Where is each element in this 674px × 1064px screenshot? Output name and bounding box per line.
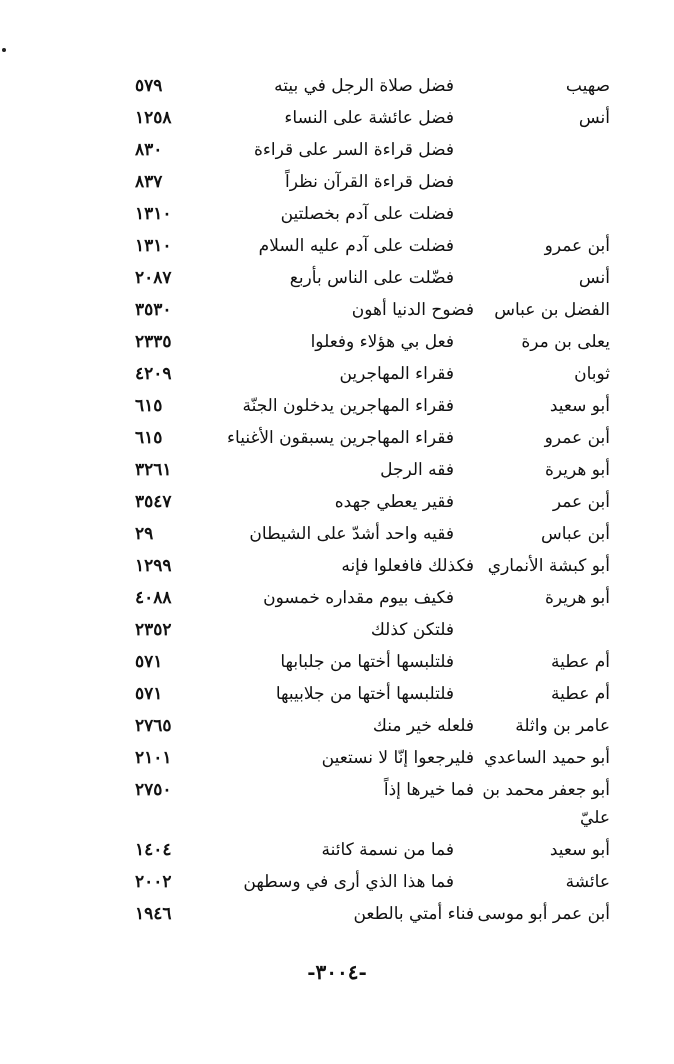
hadith-opening: فلتكن كذلك	[370, 620, 454, 640]
index-row	[0, 652, 674, 682]
hadith-opening: فضل عائشة على النساء	[284, 108, 454, 128]
hadith-opening: فكيف بيوم مقداره خمسون	[263, 588, 454, 608]
hadith-number: ٣٥٣٠	[135, 300, 172, 320]
narrator-continuation: عليّ	[580, 808, 610, 828]
hadith-number: ٢٠٠٢	[135, 872, 172, 892]
index-row	[0, 76, 674, 106]
hadith-opening: فلتلبسها أختها من جلابيبها	[275, 684, 454, 704]
hadith-number: ١٣١٠	[135, 236, 172, 256]
hadith-opening: فقراء المهاجرين يدخلون الجنّة	[242, 396, 454, 416]
narrator-name: أنس	[578, 108, 610, 128]
index-row	[0, 364, 674, 394]
hadith-number: ٦١٥	[135, 396, 163, 416]
hadith-number: ٥٧٩	[135, 76, 163, 96]
index-row	[0, 524, 674, 554]
index-row	[0, 840, 674, 870]
narrator-name: صهيب	[565, 76, 610, 96]
hadith-number: ٣٥٤٧	[135, 492, 172, 512]
hadith-number: ٢٣٥٢	[135, 620, 172, 640]
narrator-name: ثوبان	[574, 364, 610, 384]
hadith-opening: فليرجعوا إنّا لا نستعين	[321, 748, 474, 768]
index-row	[0, 140, 674, 170]
narrator-name: الفضل بن عباس	[494, 300, 610, 320]
hadith-number: ٢٧٦٥	[135, 716, 172, 736]
hadith-number: ١٤٠٤	[135, 840, 172, 860]
index-row	[0, 428, 674, 458]
hadith-number: ١٩٤٦	[135, 904, 172, 924]
index-row	[0, 780, 674, 810]
hadith-number: ٨٣٧	[135, 172, 163, 192]
narrator-name: أبو جعفر محمد بن	[482, 780, 610, 800]
hadith-opening: فضلت على آدم بخصلتين	[280, 204, 454, 224]
narrator-name: أبو سعيد	[549, 840, 610, 860]
index-row	[0, 172, 674, 202]
index-row	[0, 748, 674, 778]
narrator-name: أم عطية	[551, 652, 610, 672]
hadith-number: ١٢٩٩	[135, 556, 172, 576]
index-row	[0, 904, 674, 934]
hadith-number: ٣٢٦١	[135, 460, 172, 480]
hadith-opening: فقيه واحد أشدّ على الشيطان	[249, 524, 454, 544]
hadith-opening: فقراء المهاجرين	[339, 364, 454, 384]
hadith-opening: فضل قراءة القرآن نظراً	[285, 172, 454, 192]
hadith-opening: فما من نسمة كائنة	[321, 840, 454, 860]
narrator-name: يعلى بن مرة	[521, 332, 610, 352]
index-row	[0, 460, 674, 490]
hadith-number: ٦١٥	[135, 428, 163, 448]
page-number: -٣٠٠٤-	[307, 960, 367, 984]
hadith-opening: فضوح الدنيا أهون	[351, 300, 474, 320]
index-row	[0, 108, 674, 138]
hadith-opening: فضلت على آدم عليه السلام	[258, 236, 454, 256]
index-row	[0, 684, 674, 714]
narrator-name: أبن عمرو	[544, 428, 610, 448]
narrator-name: أنس	[578, 268, 610, 288]
narrator-name: أبو كبشة الأنماري	[487, 556, 610, 576]
hadith-number: ٥٧١	[135, 684, 163, 704]
hadith-opening: فلتلبسها أختها من جلبابها	[280, 652, 454, 672]
index-row	[0, 620, 674, 650]
hadith-opening: فناء أمتي بالطعن	[353, 904, 474, 924]
hadith-opening: فعل بي هؤلاء وفعلوا	[310, 332, 454, 352]
hadith-number: ٢١٠١	[135, 748, 172, 768]
hadith-number: ٢٣٣٥	[135, 332, 172, 352]
index-row	[0, 492, 674, 522]
index-row	[0, 268, 674, 298]
narrator-name: أبو هريرة	[544, 588, 610, 608]
hadith-opening: فقير يعطي جهده	[334, 492, 454, 512]
index-row	[0, 300, 674, 330]
index-row	[0, 236, 674, 266]
hadith-number: ٢٩	[135, 524, 154, 544]
narrator-name: أبو هريرة	[544, 460, 610, 480]
hadith-number: ١٢٥٨	[135, 108, 172, 128]
hadith-opening: فضل قراءة السر على قراءة	[253, 140, 454, 160]
narrator-name: عائشة	[565, 872, 610, 892]
hadith-opening: فقراء المهاجرين يسبقون الأغنياء	[227, 428, 454, 448]
narrator-name: عامر بن واثلة	[515, 716, 610, 736]
hadith-opening: فكذلك فافعلوا فإنه	[341, 556, 474, 576]
narrator-name: أبن عمرو	[544, 236, 610, 256]
hadith-opening: فضّلت على الناس بأربع	[289, 268, 454, 288]
index-row	[0, 556, 674, 586]
hadith-number: ٨٣٠	[135, 140, 163, 160]
hadith-number: ١٣١٠	[135, 204, 172, 224]
index-row	[0, 588, 674, 618]
index-row	[0, 396, 674, 426]
index-row	[0, 716, 674, 746]
narrator-name: أبو حميد الساعدي	[483, 748, 610, 768]
index-row	[0, 332, 674, 362]
hadith-opening: فلعله خير منك	[372, 716, 474, 736]
hadith-number: ٢٧٥٠	[135, 780, 172, 800]
hadith-number: ٢٠٨٧	[135, 268, 172, 288]
hadith-number: ٥٧١	[135, 652, 163, 672]
index-row	[0, 872, 674, 902]
narrator-name: أبن عمر	[552, 492, 610, 512]
index-row	[0, 204, 674, 234]
hadith-number: ٤٠٨٨	[135, 588, 172, 608]
hadith-opening: فضل صلاة الرجل في بيته	[274, 76, 454, 96]
hadith-number: ٤٢٠٩	[135, 364, 172, 384]
hadith-opening: فما خيرها إذاً	[383, 780, 474, 800]
narrator-name: أم عطية	[551, 684, 610, 704]
narrator-name: أبن عباس	[540, 524, 610, 544]
narrator-name: أبو سعيد	[549, 396, 610, 416]
hadith-opening: فقه الرجل	[380, 460, 454, 480]
hadith-opening: فما هذا الذي أرى في وسطهن	[243, 872, 454, 892]
narrator-name: أبن عمر أبو موسى	[477, 904, 610, 924]
